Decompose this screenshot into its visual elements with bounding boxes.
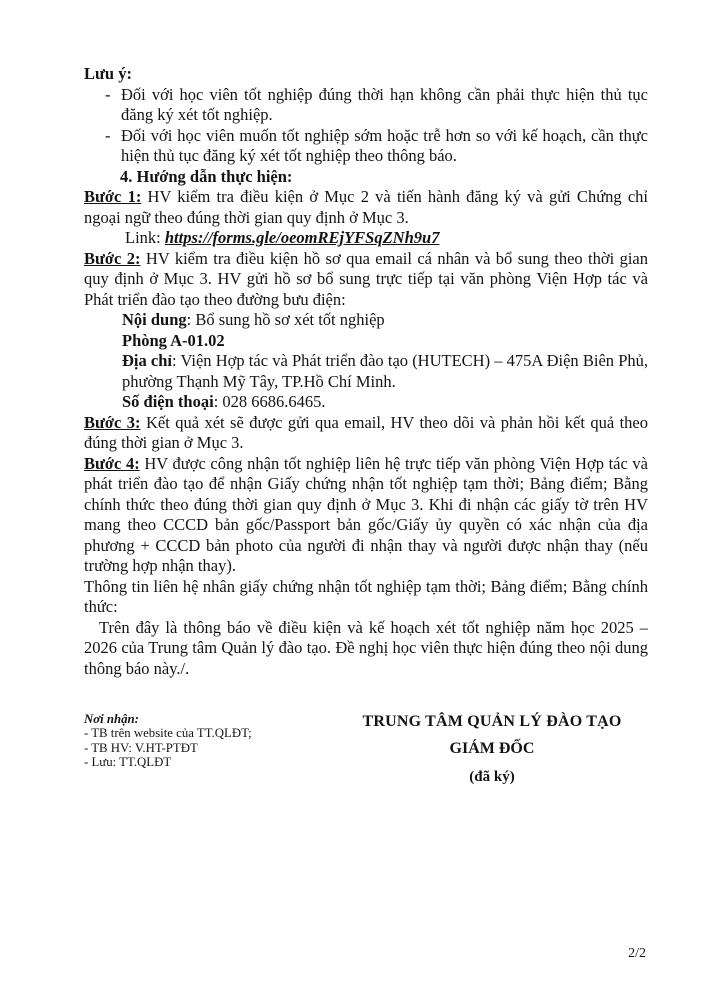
step-3-text: Kết quả xét sẽ được gửi qua email, HV theo dõi và phản hồi kết quả theo đúng thời gian ở Mục 3.: [84, 412, 649, 452]
section-4-heading: 4. Hướng dẫn thực hiện:: [120, 166, 293, 186]
recipients-title: Nơi nhận:: [84, 712, 139, 726]
submission-phone-label: Số điện thoại: [122, 392, 214, 411]
bullet-dash: -: [105, 84, 111, 104]
link-label: Link:: [125, 228, 161, 247]
step-1-text: HV kiểm tra điều kiện ở Mục 2 và tiến hành đăng ký và gửi Chứng chỉ ngoại ngữ theo đúng thời gian quy định ở Mục 3.: [84, 187, 648, 227]
signed-note: (đã ký): [469, 769, 515, 785]
closing-paragraph: Trên đây là thông báo về điều kiện và kế hoạch xét tốt nghiệp năm học 2025 – 2026 của Trung tâm Quản lý đào tạo. Đề nghị học viên thực hiện đúng theo nội dung thông báo này./.: [84, 617, 648, 678]
notes-heading: Lưu ý:: [84, 64, 132, 83]
step-1-paragraph: [84, 187, 648, 228]
submission-phone-value: : 028 6686.6465.: [213, 392, 326, 411]
submission-content-value: : Bổ sung hồ sơ xét tốt nghiệp: [186, 310, 385, 329]
organization-name: TRUNG TÂM QUẢN LÝ ĐÀO TẠO: [362, 713, 622, 730]
step-4-paragraph: [84, 454, 648, 577]
submission-address-value: : Viện Hợp tác và Phát triển đào tạo (HUTECH) – 475A Điện Biên Phủ, phường Thạnh Mỹ Tây, TP.Hồ Chí Minh.: [122, 351, 648, 391]
step-2-text: HV kiểm tra điều kiện hồ sơ qua email cá nhân và bổ sung theo thời gian quy định ở Mục 3. HV gửi hồ sơ bổ sung trực tiếp tại văn phòng Viện Hợp tác và Phát triển đào tạo theo đường bưu điện:: [84, 248, 649, 309]
step-3-label: Bước 3:: [84, 412, 141, 432]
submission-address-label: Địa chỉ: [122, 351, 173, 370]
note-item: [84, 85, 648, 126]
page-number: 2/2: [628, 946, 646, 961]
note-item: [84, 126, 648, 167]
submission-content-label: Nội dung: [122, 310, 187, 329]
step-4-text: HV được công nhận tốt nghiệp liên hệ trực tiếp văn phòng Viện Hợp tác và phát triển đào tạo để nhận Giấy chứng nhận tốt nghiệp tạm thời; Bảng điểm; Bằng chính thức theo đúng thời gian quy định ở Mục 3. Khi đi nhận các giấy tờ trên HV mang theo CCCD bản gốc/Passport bản gốc/Giấy ủy quyền có xác nhận của địa phương + CCCD bản photo của người đi nhận thay và người được nhận thay (nếu trường hợp nhận thay).: [84, 453, 648, 575]
submission-phone-line: [122, 392, 648, 413]
signature-block: [336, 712, 648, 788]
registration-form-link[interactable]: https://forms.gle/oeomREjYFSqZNh9u7: [164, 228, 440, 247]
recipient-item: - Lưu: TT.QLĐT: [84, 754, 172, 769]
submission-details: [122, 310, 648, 413]
step-3-paragraph: [84, 413, 648, 454]
recipients-block: [84, 712, 336, 788]
note-text: Đối với học viên tốt nghiệp đúng thời hạn không cần phải thực hiện thủ tục đăng ký xét tốt nghiệp.: [121, 84, 648, 124]
step-2-paragraph: [84, 249, 648, 311]
recipient-item: - TB trên website của TT.QLĐT;: [84, 726, 252, 741]
link-line: [125, 228, 648, 249]
submission-content-line: [122, 310, 648, 331]
step-1-label: Bước 1:: [84, 187, 142, 206]
recipient-item: - TB HV: V.HT-PTĐT: [84, 740, 198, 755]
step-2-label: Bước 2:: [84, 248, 141, 268]
note-text: Đối với học viên muốn tốt nghiệp sớm hoặc trễ hơn so với kế hoạch, cần thực hiện thủ tục đăng ký xét tốt nghiệp theo thông báo.: [121, 125, 648, 165]
contact-note: Thông tin liên hệ nhân giấy chứng nhận tốt nghiệp tạm thời; Bảng điểm; Bằng chính thức:: [84, 576, 648, 616]
document-footer: [84, 712, 648, 788]
submission-address-line: [122, 351, 648, 392]
signer-position: GIÁM ĐỐC: [449, 739, 535, 757]
submission-room-line: Phòng A-01.02: [122, 330, 225, 350]
step-4-label: Bước 4:: [84, 453, 140, 473]
bullet-dash: -: [105, 125, 111, 145]
